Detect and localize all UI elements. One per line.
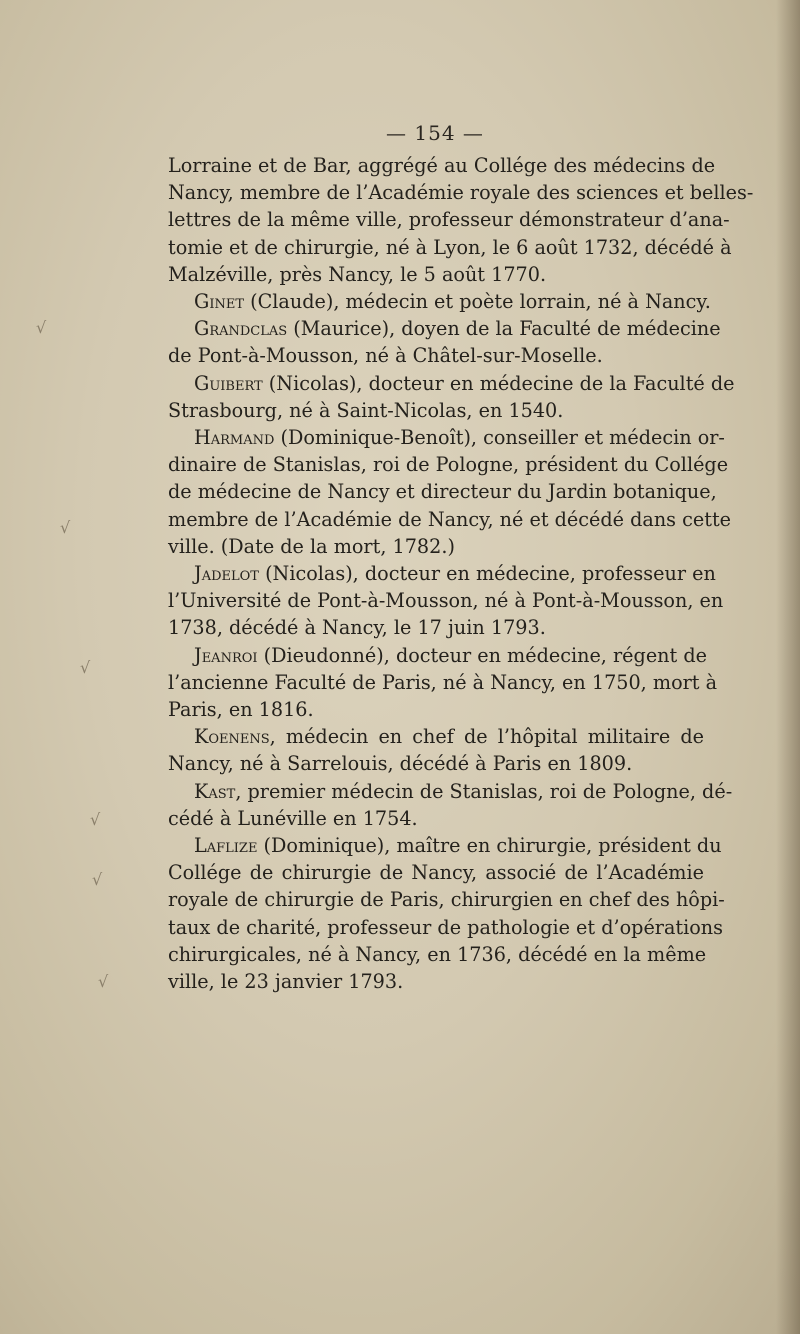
margin-check-mark: √ xyxy=(36,318,47,337)
page-text xyxy=(168,152,754,995)
margin-check-mark: √ xyxy=(80,658,91,677)
text-line: taux de charité, professeur de pathologie et d’opérations xyxy=(168,915,724,939)
text-line: de Pont-à-Mousson, né à Châtel-sur-Moselle. xyxy=(168,344,603,368)
entry-name: Laflize xyxy=(194,834,258,858)
text-line: l’Université de Pont-à-Mousson, né à Pont-à-Mousson, en xyxy=(168,589,724,613)
margin-check-mark: √ xyxy=(60,518,71,537)
text-line: ville. (Date de la mort, 1782.) xyxy=(168,534,455,558)
page-edge-shadow xyxy=(776,0,800,1334)
text-line: cédé à Lunéville en 1754. xyxy=(168,806,418,830)
margin-check-mark: √ xyxy=(92,870,103,889)
text-line: Nancy, né à Sarrelouis, décédé à Paris en 1809. xyxy=(168,752,633,776)
entry-name: Kast xyxy=(194,779,236,803)
text-line: tomie et de chirurgie, né à Lyon, le 6 août 1732, décédé à xyxy=(168,235,732,259)
entry-name: Ginet xyxy=(194,290,244,314)
entry-guibert: Guibert (Nicolas), docteur en médecine de la Faculté de xyxy=(194,371,735,395)
entry-name: Harmand xyxy=(194,426,275,450)
text-line: Paris, en 1816. xyxy=(168,698,314,722)
text-line: ville, le 23 janvier 1793. xyxy=(168,970,404,994)
entry-name: Jeanroi xyxy=(194,643,258,667)
margin-check-mark: √ xyxy=(98,972,109,991)
entry-name: Guibert xyxy=(194,371,263,395)
text-line: membre de l’Académie de Nancy, né et décédé dans cette xyxy=(168,507,732,531)
text-line: Collége de chirurgie de Nancy, associé de l’Académie xyxy=(168,861,704,885)
text-line: Nancy, membre de l’Académie royale des sciences et belles- xyxy=(168,181,754,205)
entry-ginet: Ginet (Claude), médecin et poète lorrain, né à Nancy. xyxy=(194,290,711,314)
text-line: dinaire de Stanislas, roi de Pologne, président du Collége xyxy=(168,453,729,477)
text-line: lettres de la même ville, professeur démonstrateur d’ana- xyxy=(168,208,730,232)
text-line: Malzéville, près Nancy, le 5 août 1770. xyxy=(168,262,547,286)
text-line: 1738, décédé à Nancy, le 17 juin 1793. xyxy=(168,616,546,640)
entry-kast: Kast, premier médecin de Stanislas, roi de Pologne, dé- xyxy=(194,779,733,803)
entry-harmand: Harmand (Dominique-Benoît), conseiller et médecin or- xyxy=(194,426,725,450)
text-line: Strasbourg, né à Saint-Nicolas, en 1540. xyxy=(168,398,564,422)
page-number: — 154 — xyxy=(386,121,484,145)
text-line: chirurgicales, né à Nancy, en 1736, décédé en la même xyxy=(168,942,707,966)
entry-name: Jadelot xyxy=(194,562,259,586)
entry-jadelot: Jadelot (Nicolas), docteur en médecine, professeur en xyxy=(194,562,716,586)
text-line: Lorraine et de Bar, aggrégé au Collége des médecins de xyxy=(168,154,716,177)
entry-laflize: Laflize (Dominique), maître en chirurgie, président du xyxy=(194,834,722,858)
text-line: de médecine de Nancy et directeur du Jardin botanique, xyxy=(168,480,717,504)
margin-check-mark: √ xyxy=(90,810,101,829)
entry-name: Grandclas xyxy=(194,317,288,341)
entry-name: Koenens xyxy=(194,725,270,749)
entry-grandclas: Grandclas (Maurice), doyen de la Faculté de médecine xyxy=(194,317,721,341)
entry-jeanroi: Jeanroi (Dieudonné), docteur en médecine, régent de xyxy=(194,643,707,667)
text-line: l’ancienne Faculté de Paris, né à Nancy, en 1750, mort à xyxy=(168,670,718,694)
text-line: royale de chirurgie de Paris, chirurgien en chef des hôpi- xyxy=(168,888,725,912)
entry-koenens: Koenens, médecin en chef de l’hôpital militaire de xyxy=(194,725,704,749)
